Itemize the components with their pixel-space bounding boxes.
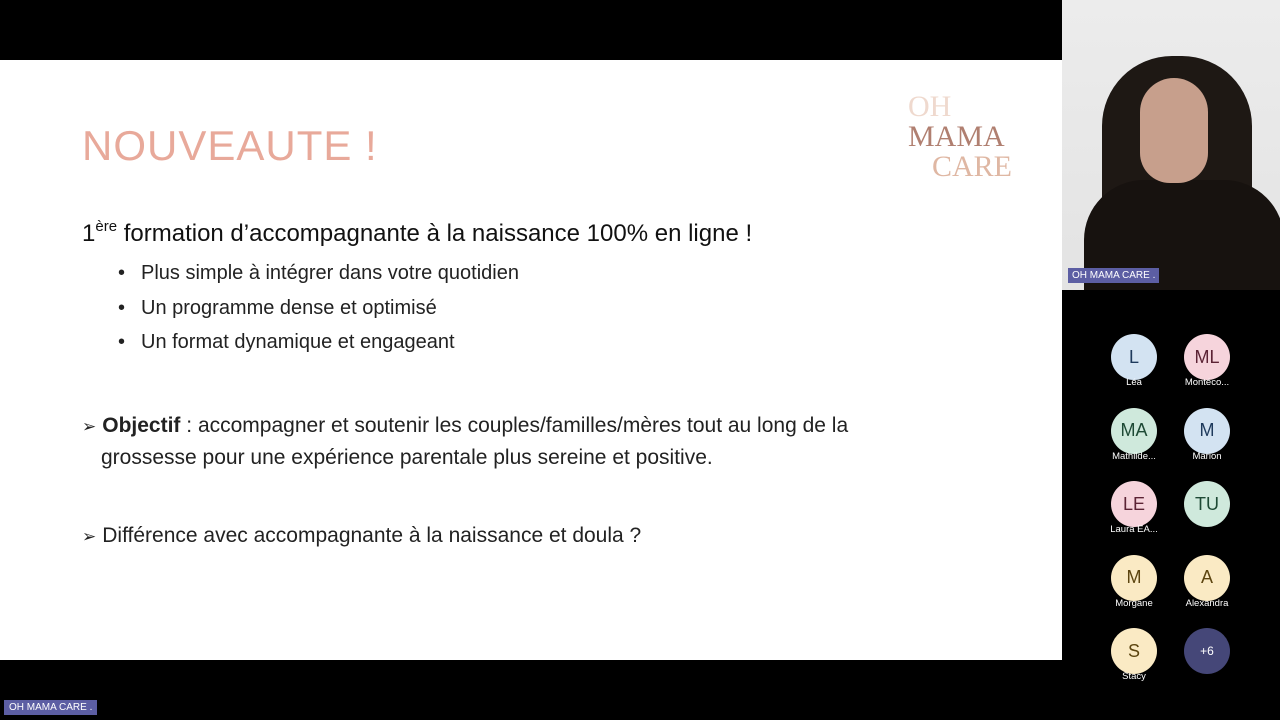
participant-tile[interactable] (1094, 334, 1174, 388)
participant-tile[interactable] (1094, 481, 1174, 535)
participant-avatar: ML (1184, 334, 1230, 380)
bullet-list (118, 260, 519, 364)
participant-avatar: A (1184, 555, 1230, 601)
participant-tile[interactable] (1167, 334, 1247, 388)
participant-name: Mathilde... (1112, 450, 1156, 462)
participant-avatar: M (1111, 555, 1157, 601)
slide-title: NOUVEAUTE ! (82, 122, 378, 169)
objective-text-1: : accompagner et soutenir les couples/familles/mères tout au long de la (180, 414, 849, 437)
bullet-icon: • (118, 296, 126, 319)
participant-tile[interactable] (1094, 555, 1174, 609)
participant-tile[interactable] (1167, 408, 1247, 462)
participant-tile[interactable] (1167, 555, 1247, 609)
bullet-item (118, 329, 519, 364)
bullet-icon: • (118, 331, 126, 353)
participant-avatar: LE (1111, 481, 1157, 527)
presenter-face (1140, 78, 1208, 183)
question-text: Différence avec accompagnante à la naissance et doula ? (102, 524, 642, 547)
participant-tile[interactable] (1167, 628, 1247, 671)
participant-avatar: M (1184, 408, 1230, 454)
participant-avatar: L (1111, 334, 1157, 380)
objective-text-2: grossesse pour une expérience parentale plus sereine et positive. (101, 446, 713, 469)
bullet-text: Un programme dense et optimisé (141, 296, 437, 319)
participant-name: Stacy (1122, 671, 1146, 682)
bullet-item (118, 295, 519, 330)
slide-headline (82, 218, 752, 248)
logo-line-2: MAMA (908, 120, 1005, 153)
headline-superscript: ère (95, 218, 118, 235)
objective-label: Objectif (102, 414, 181, 437)
bullet-item (118, 260, 519, 295)
bullet-icon: • (118, 262, 126, 284)
brand-logo (908, 92, 1028, 182)
logo-line-1: OH (908, 90, 952, 123)
participant-tile[interactable] (1094, 628, 1174, 682)
bullet-text: Plus simple à intégrer dans votre quotidien (141, 262, 519, 284)
objective-paragraph (82, 410, 982, 473)
bullet-text: Un format dynamique et engageant (141, 331, 455, 353)
participant-name: Alexandra (1185, 597, 1229, 609)
participant-name: Montéco... (1184, 377, 1230, 388)
logo-line-3: CARE (932, 150, 1013, 183)
presenter-name-label: OH MAMA CARE . (1068, 268, 1159, 283)
participant-tile[interactable] (1167, 481, 1247, 524)
arrow-icon: ➢ (82, 527, 97, 546)
arrow-icon: ➢ (82, 417, 97, 436)
participant-avatar: +6 (1184, 628, 1230, 674)
participant-avatar: S (1111, 628, 1157, 674)
participant-avatar: TU (1184, 481, 1230, 527)
share-owner-label: OH MAMA CARE . (4, 700, 97, 715)
headline-number: 1 (82, 220, 96, 247)
participant-name: Morgane (1115, 597, 1153, 609)
presenter-video[interactable] (1062, 0, 1280, 290)
participant-name: Laura EA... (1110, 524, 1158, 535)
participant-avatar: MA (1111, 408, 1157, 454)
participant-name: Léa (1126, 377, 1142, 388)
participant-name: Marion (1192, 450, 1222, 462)
participant-tile[interactable] (1094, 408, 1174, 462)
question-paragraph (82, 524, 641, 548)
headline-text: formation d’accompagnante à la naissance 100% en ligne ! (117, 220, 753, 247)
